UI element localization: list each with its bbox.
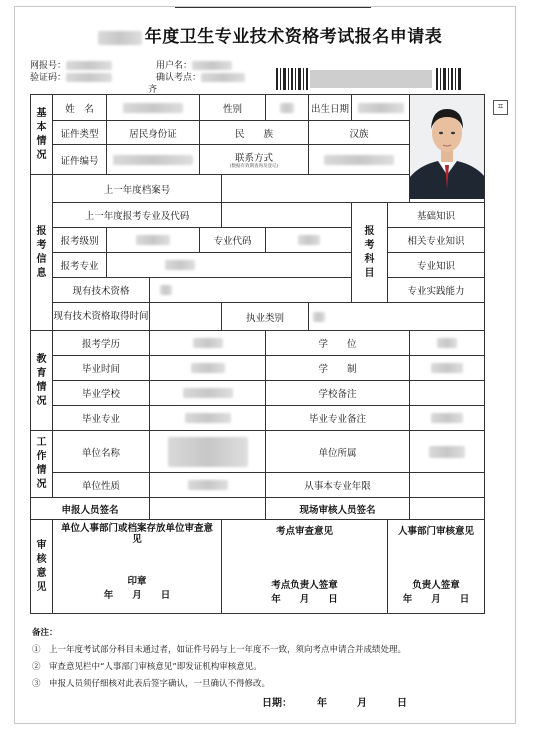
exam-major-value[interactable]	[107, 253, 352, 278]
review-hr-cell[interactable]	[388, 520, 485, 614]
practice-type-label: 执业类别	[222, 303, 309, 331]
username-label: 用户名：	[156, 61, 193, 71]
applicant-signature-label: 申报人员签名	[31, 498, 150, 520]
exam-level-value[interactable]	[107, 228, 200, 253]
contact-label	[200, 145, 309, 175]
subject-related-label: 相关专业知识	[388, 228, 485, 253]
review-site-cell[interactable]	[222, 520, 388, 614]
year-redacted	[98, 31, 142, 45]
review-hr-date: 年 月 日	[402, 594, 470, 605]
graduation-school-label: 毕业学校	[53, 381, 150, 406]
confirm-site-value: 齐	[148, 85, 158, 95]
contact-note: (数据有效期查询及登记)	[229, 163, 279, 169]
school-note-label: 学校备注	[266, 381, 410, 406]
major-code-label: 专业代码	[200, 228, 266, 253]
graduation-major-note-label: 毕业专业备注	[266, 406, 410, 431]
review-hr-title: 人事部门审核意见	[398, 526, 475, 537]
current-qualification-label: 现有技术资格	[53, 278, 150, 303]
verify-code-row	[30, 70, 112, 83]
practice-type-value[interactable]	[309, 303, 485, 331]
qualification-time-value[interactable]	[150, 303, 222, 331]
verify-code-label: 验证码：	[30, 73, 67, 83]
barcode-icon	[276, 68, 462, 90]
birth-date-value[interactable]	[352, 95, 410, 121]
name-value[interactable]	[107, 95, 200, 121]
verify-code-redacted	[66, 73, 112, 82]
review-unit-title: 单位人事部门或档案存放单位审查意见	[61, 523, 214, 545]
education-value[interactable]	[150, 331, 266, 356]
top-rule	[175, 7, 371, 9]
note-item-3: ③ 申报人员须仔细核对此表后签字确认，一旦确认不得修改。	[32, 679, 271, 689]
name-label: 姓 名	[53, 95, 107, 121]
confirm-site-label: 确认考点：	[156, 73, 202, 83]
years-in-field-label: 从事本专业年限	[266, 473, 410, 498]
subject-practice-label: 专业实践能力	[388, 278, 485, 303]
date-line: 日期： 年 月 日	[262, 698, 407, 709]
exam-level-label: 报考级别	[53, 228, 107, 253]
confirm-site-row	[156, 70, 245, 83]
prev-archive-label: 上一年度档案号	[53, 175, 222, 203]
note-item-2: ② 审查意见栏中“人事部门审核意见”即发证机构审核意见。	[32, 662, 262, 672]
contact-value[interactable]	[309, 145, 410, 175]
school-note-value[interactable]	[410, 381, 485, 406]
confirm-site-redacted	[201, 73, 245, 82]
gender-label: 性别	[200, 95, 266, 121]
review-site-title: 考点审查意见	[276, 526, 334, 537]
employer-label: 单位名称	[53, 431, 150, 473]
gender-value[interactable]	[266, 95, 309, 121]
notes-title: 备注：	[32, 628, 58, 638]
study-length-label: 学 制	[266, 356, 410, 381]
graduation-major-label: 毕业专业	[53, 406, 150, 431]
section-work: 工 作 情 况	[31, 431, 53, 498]
prev-archive-value[interactable]	[222, 175, 410, 203]
applicant-signature-value[interactable]	[150, 498, 266, 520]
degree-label: 学 位	[266, 331, 410, 356]
id-type-value[interactable]: 居民身份证	[107, 121, 200, 145]
current-qualification-value[interactable]	[150, 278, 352, 303]
net-no-label: 网报号：	[30, 61, 67, 71]
employer-type-label: 单位性质	[53, 473, 150, 498]
ethnic-label: 民 族	[200, 121, 309, 145]
subject-basic-label: 基础知识	[388, 203, 485, 228]
id-type-label: 证件类型	[53, 121, 107, 145]
username-redacted	[192, 61, 232, 70]
section-basic-info: 基 本 情 况	[31, 95, 53, 175]
education-label: 报考学历	[53, 331, 150, 356]
note-item-1: ① 上一年度考试部分科目未通过者，如证件号码与上一年度不一致，须向考点申请合并成绩处理。	[32, 645, 407, 655]
exam-major-label: 报考专业	[53, 253, 107, 278]
review-unit-seal: 印章	[127, 576, 147, 587]
ethnic-value[interactable]: 汉族	[309, 121, 410, 145]
major-code-value[interactable]	[266, 228, 352, 253]
graduation-time-label: 毕业时间	[53, 356, 150, 381]
birth-date-label: 出生日期	[309, 95, 352, 121]
site-staff-signature-label: 现场审核人员签名	[266, 498, 410, 520]
graduation-school-value[interactable]	[150, 381, 266, 406]
review-hr-seal: 负责人签章	[412, 580, 460, 591]
graduation-major-value[interactable]	[150, 406, 266, 431]
id-number-value[interactable]	[107, 145, 200, 175]
id-number-label: 证件编号	[53, 145, 107, 175]
employer-value[interactable]	[150, 431, 266, 473]
notes-section	[32, 626, 492, 694]
graduation-time-value[interactable]	[150, 356, 266, 381]
employer-affiliation-value[interactable]	[410, 431, 485, 473]
graduation-major-note-value[interactable]	[410, 406, 485, 431]
qr-code-icon[interactable]: ⌗	[493, 100, 508, 115]
section-exam-info: 报 考 信 息	[31, 175, 53, 331]
photo-cell	[410, 95, 485, 203]
review-site-seal: 考点负责人签章	[271, 580, 338, 591]
employer-affiliation-label: 单位所属	[266, 431, 410, 473]
qualification-time-label: 现有技术资格取得时间	[53, 303, 150, 331]
subject-major-label: 专业知识	[388, 253, 485, 278]
prev-major-label: 上一年度报考专业及代码	[53, 203, 222, 228]
years-in-field-value[interactable]	[410, 473, 485, 498]
review-site-date: 年 月 日	[271, 594, 338, 605]
section-education: 教 育 情 况	[31, 331, 53, 431]
employer-type-value[interactable]	[150, 473, 266, 498]
contact-label-text: 联系方式	[235, 152, 274, 164]
review-unit-cell[interactable]	[53, 520, 222, 614]
form-title	[60, 22, 480, 47]
degree-value[interactable]	[410, 331, 485, 356]
net-no-redacted	[66, 61, 112, 70]
form-title-text: 年度卫生专业技术资格考试报名申请表	[144, 27, 443, 47]
form-table	[30, 94, 485, 614]
review-unit-date: 年 月 日	[103, 590, 171, 601]
study-length-value[interactable]	[410, 356, 485, 381]
site-staff-signature-value[interactable]	[410, 498, 485, 520]
section-exam-subjects: 报 考 科 目	[352, 203, 388, 303]
applicant-photo	[410, 95, 485, 199]
prev-major-value[interactable]	[222, 203, 352, 228]
section-review: 审 核 意 见	[31, 520, 53, 614]
